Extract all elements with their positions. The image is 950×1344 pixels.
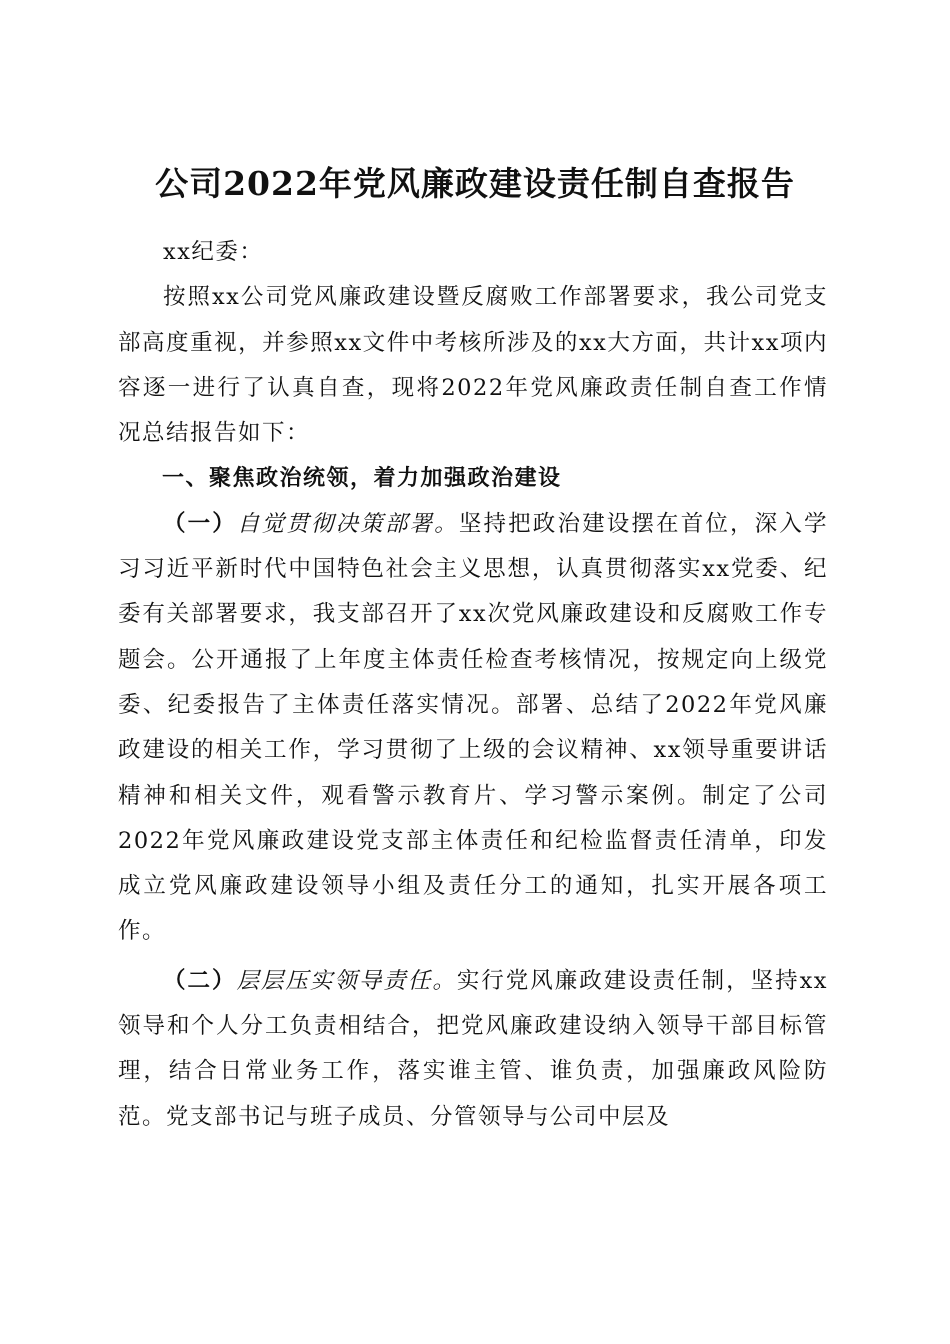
section-heading: 一、聚焦政治统领，着力加强政治建设 xyxy=(162,466,562,492)
document-body xyxy=(118,230,828,1140)
document-title: 公司2022年党风廉政建设责任制自查报告 xyxy=(155,164,795,204)
section-paragraph-2 xyxy=(118,959,828,1140)
item-lead: 自觉贯彻决策部署。 xyxy=(236,510,459,537)
intro-paragraph: 按照xx公司党风廉政建设暨反腐败工作部署要求，我公司党支部高度重视，并参照xx文件中考核所涉及的xx大方面，共计xx项内容逐一进行了认真自查，现将2022年党风廉政责任制自查工作情况总结报告如下： xyxy=(118,284,828,447)
item-lead: 层层压实领导责任。 xyxy=(236,967,457,994)
salutation: xx纪委： xyxy=(163,239,264,265)
item-number: （二） xyxy=(163,967,237,994)
item-text: 实行党风廉政建设责任制，坚持xx领导和个人分工负责相结合，把党风廉政建设纳入领导干部目标管理，结合日常业务工作，落实谁主管、谁负责，加强廉政风险防范。党支部书记与班子成员、分管领导与公司中层及 xyxy=(118,967,828,1130)
section-paragraph-1 xyxy=(118,502,828,955)
item-number: （一） xyxy=(163,510,237,537)
item-text: 坚持把政治建设摆在首位，深入学习习近平新时代中国特色社会主义思想，认真贯彻落实xx党委、纪委有关部署要求，我支部召开了xx次党风廉政建设和反腐败工作专题会。公开通报了上年度主体责任检查考核情况，按规定向上级党委、纪委报告了主体责任落实情况。部署、总结了2022年党风廉政建设的相关工作，学习贯彻了上级的会议精神、xx领导重要讲话精神和相关文件，观看警示教育片、学习警示案例。制定了公司2022年党风廉政建设党支部主体责任和纪检监督责任清单，印发成立党风廉政建设领导小组及责任分工的通知，扎实开展各项工作。 xyxy=(118,510,828,945)
